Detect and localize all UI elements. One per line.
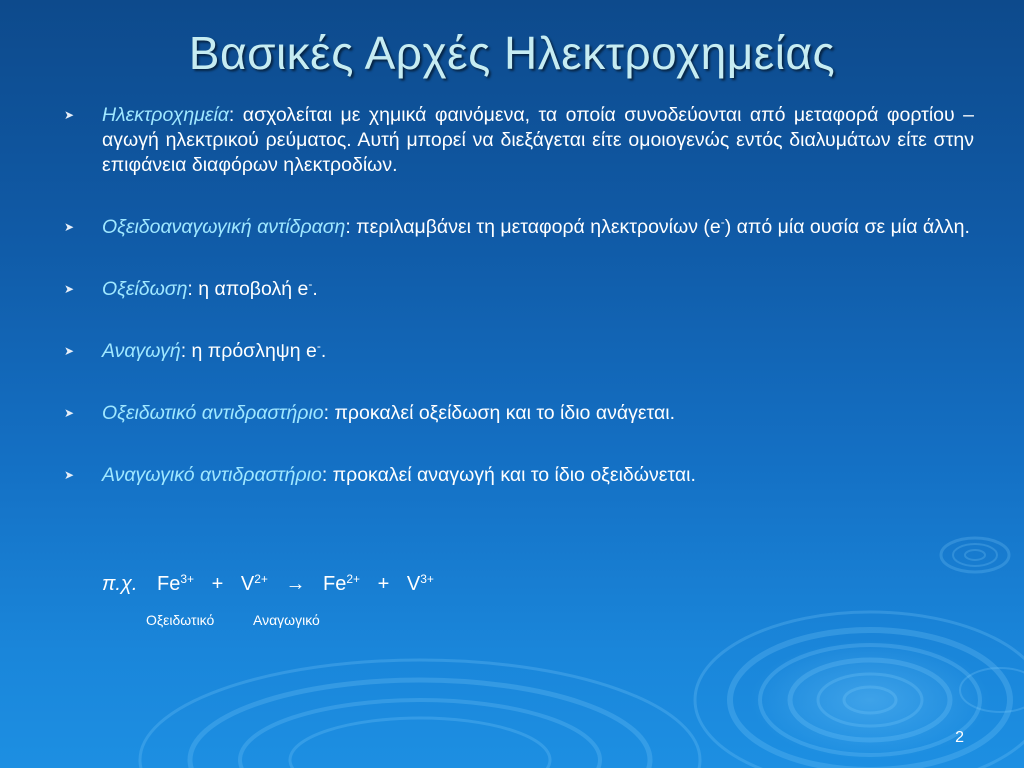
bullet-electrochemistry: [60, 103, 974, 178]
bullet-redox-reaction: [60, 215, 974, 240]
product-fe-charge: 2+: [346, 572, 361, 586]
bullet-text: : προκαλεί οξείδωση και το ίδιο ανάγεται.: [323, 402, 676, 424]
reactant-fe-charge: 3+: [180, 572, 195, 586]
bullet-text-after: .: [312, 278, 318, 300]
bullet-reduction: [60, 339, 974, 364]
arrow-bullet-icon: ➤: [64, 282, 75, 296]
bullet-oxidizing-agent: [60, 401, 974, 426]
plus-sign: +: [211, 573, 224, 595]
product-v: V: [406, 573, 421, 595]
electron-charge: -: [316, 339, 321, 353]
electron-charge: -: [720, 215, 725, 229]
bullet-text: : η πρόσληψη e: [180, 340, 317, 362]
label-reductant: Αναγωγικό: [253, 612, 320, 628]
reactant-v-charge: 2+: [254, 572, 268, 586]
bullet-term: Οξείδωση: [102, 278, 188, 300]
bullet-text-after: ) από μία ουσία σε μία άλλη.: [724, 216, 970, 238]
product-fe: Fe: [323, 573, 347, 595]
bullet-list: [60, 103, 974, 488]
arrow-bullet-icon: ➤: [64, 468, 75, 482]
bullet-text-after: .: [320, 340, 327, 362]
arrow-bullet-icon: ➤: [64, 108, 75, 122]
bullet-term: Οξειδωτικό αντιδραστήριο: [102, 402, 324, 424]
label-oxidant: Οξειδωτικό: [146, 612, 215, 628]
bullet-reducing-agent: [60, 463, 974, 488]
bullet-term: Αναγωγικό αντιδραστήριο: [102, 464, 322, 486]
arrow-bullet-icon: ➤: [64, 344, 75, 358]
reactant-fe: Fe: [157, 573, 181, 595]
reactant-v: V: [240, 573, 255, 595]
bullet-term: Ηλεκτροχημεία: [102, 104, 229, 126]
arrow-bullet-icon: ➤: [64, 220, 75, 234]
slide-title: Βασικές Αρχές Ηλεκτροχημείας: [188, 27, 836, 79]
bullet-text: : περιλαμβάνει τη μεταφορά ηλεκτρονίων (e: [345, 216, 721, 238]
product-v-charge: 3+: [420, 572, 434, 586]
plus-sign: +: [377, 573, 390, 595]
bullet-term: Οξειδοαναγωγική αντίδραση: [102, 216, 346, 238]
bullet-text: : ασχολείται με χημικά φαινόμενα, τα οποία συνοδεύονται από μεταφορά φορτίου – αγωγή ηλεκτρικού ρεύματος. Αυτή μπορεί να διεξάγεται είτε ομοιογενώς εντός διαλυμάτων είτε στην επιφάνεια διαφόρων ηλεκτροδίων.: [102, 104, 974, 176]
page-number: 2: [955, 729, 964, 746]
electron-charge: -: [308, 277, 313, 291]
bullet-oxidation: [60, 277, 974, 302]
example-reaction: [102, 571, 434, 597]
reaction-arrow-icon: →: [285, 573, 306, 595]
bullet-text: : η αποβολή e: [187, 278, 309, 300]
bullet-term: Αναγωγή: [102, 340, 181, 362]
bullet-text: : προκαλεί αναγωγή και το ίδιο οξειδώνεται.: [321, 464, 696, 486]
example-prefix: π.χ.: [102, 573, 138, 595]
arrow-bullet-icon: ➤: [64, 406, 75, 420]
